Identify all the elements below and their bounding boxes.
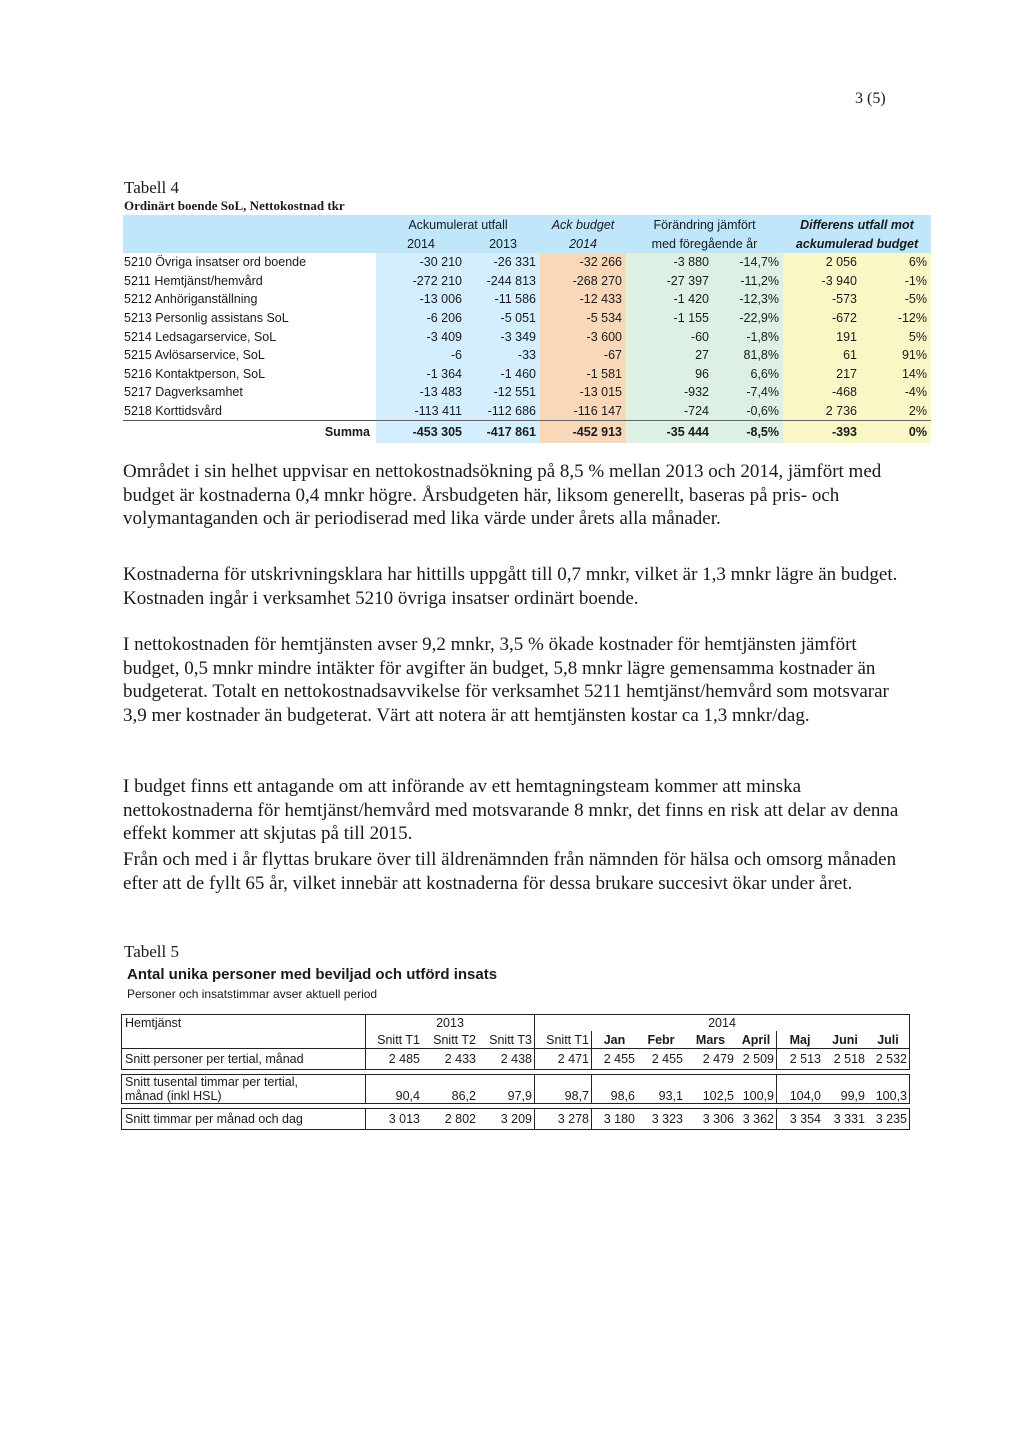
row-label: 5211 Hemtjänst/hemvård (123, 272, 376, 291)
table-cell: 2 479 (685, 1049, 736, 1070)
table-cell: 3 013 (366, 1109, 423, 1130)
table5-corner: Hemtjänst (122, 1015, 366, 1032)
table-row (123, 402, 931, 421)
cell-change: -724 (626, 402, 713, 421)
table5-header-blank (122, 1031, 366, 1049)
cell-budget: -1 581 (540, 365, 626, 384)
row-label: 5213 Personlig assistans SoL (123, 309, 376, 328)
col-header: Juli (867, 1031, 910, 1049)
paragraph-4: I budget finns ett antagande om att införande av ett hemtagningsteam kommer att minska nettokostnaderna för hemtjänst/hemvård med motsvarande 8 mnkr, det finns en risk att delar av denna effekt kommer att skjutas på till 2015. (123, 776, 899, 844)
cell-diff-pct: -1% (861, 272, 931, 291)
table-cell: 3 306 (685, 1109, 736, 1130)
cell-change: -1 420 (626, 290, 713, 309)
table-cell: 3 209 (478, 1109, 535, 1130)
table5-header-row-1 (122, 1015, 910, 1032)
cell-diff: 191 (783, 327, 861, 346)
paragraph-2: Kostnaderna för utskrivningsklara har hittills uppgått till 0,7 mnkr, vilket är 1,3 mnkr lägre än budget. Kostnaden ingår i verksamhet 5210 övriga insatser ordinärt boende. (123, 564, 898, 609)
table-cell: 3 354 (777, 1109, 824, 1130)
table-row (122, 1075, 910, 1104)
table-cell: 98,7 (535, 1075, 592, 1104)
table-cell: 2 485 (366, 1049, 423, 1070)
cell-ack-2014: -6 206 (376, 309, 466, 328)
table-cell: 3 180 (592, 1109, 638, 1130)
cell-ack-2014: -113 411 (376, 402, 466, 421)
cell-ack-2013: -3 349 (466, 327, 540, 346)
table-row (123, 383, 931, 402)
paragraph-3: I nettokostnaden för hemtjänsten avser 9,2 mnkr, 3,5 % ökade kostnader för hemtjänsten jämfört budget, 0,5 mnkr mindre intäkter för avgifter än budget, 5,8 mnkr lägre gemensamma kostnader än budgeterat. Totalt en nettokostnadsavvikelse för verksamhet 5211 hemtjänst/hemvård som motsvarar 3,9 mer kostnader än budgeterat. Värt att notera är att hemtjänsten kostar ca 1,3 mnkr/dag. (123, 634, 889, 726)
table5-title: Tabell 5 (124, 942, 179, 961)
table4-header-blank (123, 215, 376, 234)
sum-diff: -393 (783, 421, 861, 444)
cell-diff-pct: 6% (861, 253, 931, 272)
sum-label: Summa (123, 421, 376, 444)
sum-ack-2013: -417 861 (466, 421, 540, 444)
table-cell: 99,9 (823, 1075, 867, 1104)
table-cell: 3 362 (736, 1109, 777, 1130)
table-cell: 97,9 (478, 1075, 535, 1104)
cell-change-pct: 81,8% (713, 346, 783, 365)
table-row (123, 365, 931, 384)
table5-year-2013: 2013 (366, 1015, 535, 1032)
table5 (121, 1014, 910, 1130)
sum-change: -35 444 (626, 421, 713, 444)
cell-ack-2014: -13 483 (376, 383, 466, 402)
cell-ack-2013: -11 586 (466, 290, 540, 309)
paragraph-1: Området i sin helhet uppvisar en nettokostnadsökning på 8,5 % mellan 2013 och 2014, jämfört med budget är kostnaderna 0,4 mnkr högre. Årsbudgeten här, liksom generellt, baseras på pris- och volymantaganden och är periodiserad med lika värde under årets alla månader. (123, 461, 882, 529)
sum-ack-2014: -453 305 (376, 421, 466, 444)
col-header: Jan (592, 1031, 638, 1049)
table-cell: 2 471 (535, 1049, 592, 1070)
cell-ack-2013: -1 460 (466, 365, 540, 384)
cell-diff-pct: 14% (861, 365, 931, 384)
table5-subtitle: Antal unika personer med beviljad och utförd insats (127, 966, 498, 983)
table4-header-2013: 2013 (466, 234, 540, 253)
table4-subtitle: Ordinärt boende SoL, Nettokostnad tkr (124, 198, 345, 213)
cell-diff: -3 940 (783, 272, 861, 291)
col-header: Mars (685, 1031, 736, 1049)
cell-change: -60 (626, 327, 713, 346)
cell-change-pct: -7,4% (713, 383, 783, 402)
table-cell: 2 433 (422, 1049, 478, 1070)
table-cell: 93,1 (637, 1075, 685, 1104)
cell-budget: -116 147 (540, 402, 626, 421)
table4-header-blank-2 (123, 234, 376, 253)
sum-change-pct: -8,5% (713, 421, 783, 444)
table-cell: 2 455 (637, 1049, 685, 1070)
cell-change: 27 (626, 346, 713, 365)
cell-ack-2014: -3 409 (376, 327, 466, 346)
row-label: Snitt timmar per månad och dag (122, 1109, 366, 1130)
row-label: 5218 Korttidsvård (123, 402, 376, 421)
table4-header-med-foregaende: med föregående år (626, 234, 783, 253)
table4-header-row-2 (123, 234, 931, 253)
cell-ack-2013: -112 686 (466, 402, 540, 421)
cell-diff: -468 (783, 383, 861, 402)
col-header: Snitt T3 (478, 1031, 535, 1049)
table-cell: 3 331 (823, 1109, 867, 1130)
cell-change-pct: -12,3% (713, 290, 783, 309)
table-cell: 100,9 (736, 1075, 777, 1104)
row-label: 5215 Avlösarservice, SoL (123, 346, 376, 365)
cell-change: -1 155 (626, 309, 713, 328)
cell-budget: -3 600 (540, 327, 626, 346)
table-row (122, 1049, 910, 1070)
table4-header-budget-year: 2014 (540, 234, 626, 253)
paragraph-5: Från och med i år flyttas brukare över till äldrenämnden från nämnden för hälsa och omsorg månaden efter att de fyllt 65 år, vilket innebär att kostnaderna för dessa brukare succesivt ökar under året. (123, 849, 897, 894)
cell-diff-pct: -4% (861, 383, 931, 402)
cell-ack-2013: -33 (466, 346, 540, 365)
table4-header-forandring: Förändring jämfört (626, 215, 783, 234)
table-row (123, 327, 931, 346)
cell-budget: -13 015 (540, 383, 626, 402)
cell-ack-2014: -272 210 (376, 272, 466, 291)
cell-ack-2013: -12 551 (466, 383, 540, 402)
cell-diff-pct: -12% (861, 309, 931, 328)
row-label-line-2: månad (inkl HSL) (125, 1089, 222, 1103)
table5-header-row-2 (122, 1031, 910, 1049)
row-label: 5212 Anhöriganställning (123, 290, 376, 309)
table-cell: 2 438 (478, 1049, 535, 1070)
table-row (123, 309, 931, 328)
col-header: Maj (777, 1031, 824, 1049)
table-cell: 2 802 (422, 1109, 478, 1130)
row-label (122, 1075, 366, 1104)
cell-diff-pct: 5% (861, 327, 931, 346)
cell-diff: -672 (783, 309, 861, 328)
table-cell: 3 323 (637, 1109, 685, 1130)
table4 (123, 215, 931, 443)
table-cell: 86,2 (422, 1075, 478, 1104)
row-label: 5210 Övriga insatser ord boende (123, 253, 376, 272)
row-label-line-1: Snitt tusental timmar per tertial, (125, 1075, 298, 1089)
table-cell: 2 513 (777, 1049, 824, 1070)
table-cell: 2 455 (592, 1049, 638, 1070)
table-cell: 104,0 (777, 1075, 824, 1104)
col-header: Snitt T1 (366, 1031, 423, 1049)
table4-header-ack-utfall: Ackumulerat utfall (376, 215, 540, 234)
table-row (123, 290, 931, 309)
table5-note: Personer och insatstimmar avser aktuell period (127, 987, 378, 1001)
col-header: April (736, 1031, 777, 1049)
table4-title: Tabell 4 (124, 178, 179, 197)
cell-budget: -268 270 (540, 272, 626, 291)
table4-header-ack-budget: Ack budget (540, 215, 626, 234)
cell-ack-2014: -1 364 (376, 365, 466, 384)
cell-ack-2013: -5 051 (466, 309, 540, 328)
cell-change: -27 397 (626, 272, 713, 291)
cell-change-pct: -0,6% (713, 402, 783, 421)
row-label: Snitt personer per tertial, månad (122, 1049, 366, 1070)
cell-budget: -12 433 (540, 290, 626, 309)
table-row (123, 346, 931, 365)
cell-change-pct: 6,6% (713, 365, 783, 384)
cell-change: -932 (626, 383, 713, 402)
table5-year-2014: 2014 (535, 1015, 910, 1032)
table-cell: 3 235 (867, 1109, 910, 1130)
cell-ack-2013: -26 331 (466, 253, 540, 272)
col-header: Snitt T2 (422, 1031, 478, 1049)
cell-diff-pct: -5% (861, 290, 931, 309)
table4-header-2014: 2014 (376, 234, 466, 253)
cell-change: 96 (626, 365, 713, 384)
cell-diff-pct: 91% (861, 346, 931, 365)
page-number: 3 (5) (855, 90, 886, 107)
table-cell: 2 532 (867, 1049, 910, 1070)
col-header: Juni (823, 1031, 867, 1049)
cell-diff: 2 736 (783, 402, 861, 421)
cell-budget: -67 (540, 346, 626, 365)
cell-ack-2014: -6 (376, 346, 466, 365)
cell-change-pct: -11,2% (713, 272, 783, 291)
table-cell: 90,4 (366, 1075, 423, 1104)
table-cell: 2 518 (823, 1049, 867, 1070)
sum-budget: -452 913 (540, 421, 626, 444)
cell-diff-pct: 2% (861, 402, 931, 421)
cell-change: -3 880 (626, 253, 713, 272)
table-cell: 100,3 (867, 1075, 910, 1104)
table-row (122, 1109, 910, 1130)
row-label: 5217 Dagverksamhet (123, 383, 376, 402)
table4-sum-row (123, 421, 931, 444)
cell-diff: 61 (783, 346, 861, 365)
table4-header-row-1 (123, 215, 931, 234)
table4-header-ackumulerad-budget: ackumulerad budget (783, 234, 931, 253)
table-cell: 2 509 (736, 1049, 777, 1070)
table-row (123, 272, 931, 291)
cell-change-pct: -14,7% (713, 253, 783, 272)
table4-header-differens: Differens utfall mot (783, 215, 931, 234)
row-label: 5214 Ledsagarservice, SoL (123, 327, 376, 346)
cell-budget: -5 534 (540, 309, 626, 328)
sum-diff-pct: 0% (861, 421, 931, 444)
col-header: Snitt T1 (535, 1031, 592, 1049)
cell-ack-2014: -30 210 (376, 253, 466, 272)
table-cell: 3 278 (535, 1109, 592, 1130)
cell-diff: 217 (783, 365, 861, 384)
cell-change-pct: -1,8% (713, 327, 783, 346)
cell-ack-2013: -244 813 (466, 272, 540, 291)
col-header: Febr (637, 1031, 685, 1049)
cell-ack-2014: -13 006 (376, 290, 466, 309)
cell-budget: -32 266 (540, 253, 626, 272)
row-label: 5216 Kontaktperson, SoL (123, 365, 376, 384)
table-cell: 102,5 (685, 1075, 736, 1104)
cell-diff: -573 (783, 290, 861, 309)
cell-diff: 2 056 (783, 253, 861, 272)
table-cell: 98,6 (592, 1075, 638, 1104)
cell-change-pct: -22,9% (713, 309, 783, 328)
table-row (123, 253, 931, 272)
